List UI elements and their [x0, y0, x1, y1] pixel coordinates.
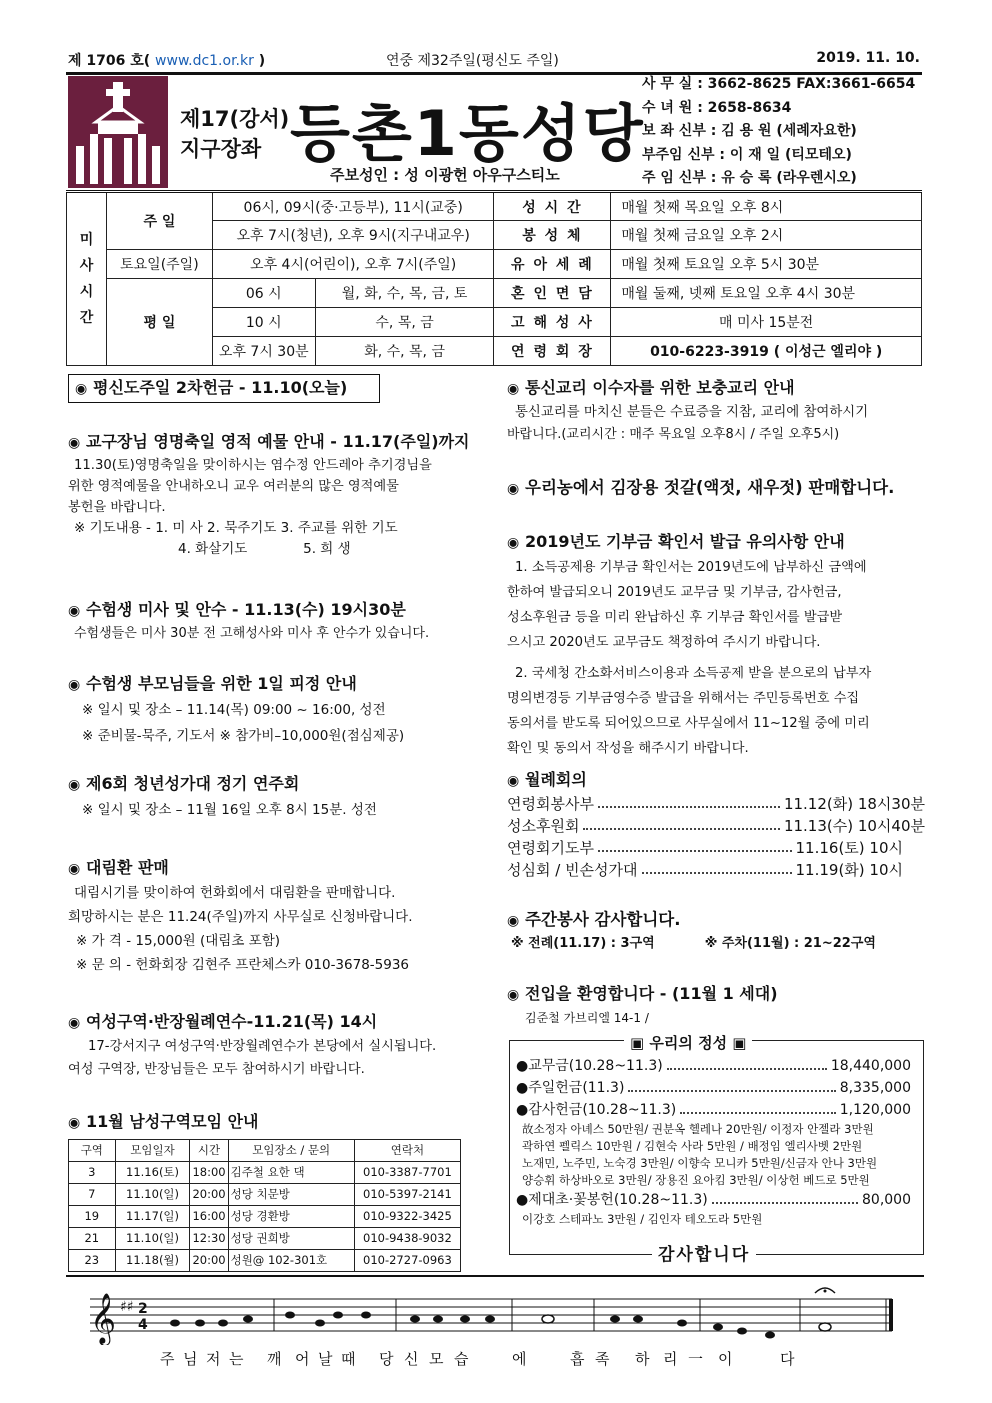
mass-schedule-table: [66, 190, 922, 366]
bullet-icon: ◉: [507, 773, 520, 789]
donor-line: 이강호 스테파노 3만원 / 김인자 테오도라 5만원: [522, 1212, 763, 1226]
nuns-phone: 수 녀 원 : 2658-8634: [642, 99, 792, 116]
table-row: [69, 1228, 461, 1250]
bullet-dot-icon: ●: [516, 1058, 529, 1074]
lyric-syllable: 저: [206, 1350, 222, 1368]
service-parking: ※ 주차(11월) : 21~22구역: [704, 936, 876, 951]
section-heading: [68, 672, 483, 697]
offering-name: 주일헌금(11.3): [528, 1080, 625, 1096]
patron-saint: 주보성인 : 성 이광헌 아우구스티노: [330, 166, 560, 184]
service-liturgy: ※ 전례(11.17) : 3구역: [511, 936, 655, 951]
section-heading: [68, 430, 483, 455]
heading-text: 월례회의: [525, 770, 587, 789]
text-line: 2. 국세청 간소화서비스이용과 소득공제 받을 분으로의 납부자: [515, 666, 872, 681]
text-line: 수험생들은 미사 30분 전 고해성사와 미사 후 안수가 있습니다.: [74, 626, 430, 641]
offering-name: 교무금(10.28~11.3): [528, 1058, 663, 1074]
lyric-syllable: 다: [780, 1350, 796, 1368]
column-header: 모임장소 / 문의: [228, 1140, 354, 1162]
heading-text: 통신교리 이수자를 위한 보충교리 안내: [525, 378, 795, 397]
table-cell: 11.10(일): [115, 1228, 190, 1250]
sunday-label: 주 일: [106, 192, 212, 250]
men-groups-table: [68, 1139, 461, 1272]
meeting-time: 11.12(화) 18시30분: [783, 795, 925, 813]
lyric-syllable: 一: [688, 1350, 705, 1368]
section-heading: [507, 376, 925, 401]
section-heading: [68, 856, 483, 881]
table-cell: 성원@ 102-301호: [228, 1250, 354, 1272]
bullet-icon: ◉: [507, 987, 520, 1003]
heading-text: 주간봉사 감사합니다.: [525, 910, 681, 929]
issue-header-line: [68, 50, 920, 72]
svg-text:2: 2: [138, 1301, 148, 1317]
lyric-syllable: 에: [512, 1350, 528, 1368]
district-line-1: 제17(강서): [180, 107, 290, 131]
service-line: [507, 933, 925, 954]
heading-text: 수험생 부모님들을 위한 1일 피정 안내: [86, 674, 357, 693]
heading-text: 우리농에서 김장용 젓갈(액젓, 새우젓) 판매합니다.: [525, 478, 895, 497]
weekday-days: 화, 수, 목, 금: [315, 337, 494, 366]
table-header-row: [69, 1140, 461, 1162]
pastor: 주 임 신부 : 유 승 록 (라우렌시오): [642, 170, 857, 186]
table-cell: 11.18(월): [115, 1250, 190, 1272]
weekday-time: 10 시: [212, 308, 315, 337]
meeting-row: [507, 837, 925, 859]
svg-text:♯♯: ♯♯: [120, 1299, 134, 1315]
weekday-time: 06 시: [212, 279, 315, 308]
heading-text: 제6회 청년성가대 정기 연주회: [86, 774, 300, 793]
text-line: ※ 문 의 - 헌화회장 김현주 프란체스카 010-3678-5936: [76, 957, 410, 973]
svg-text:𝄞: 𝄞: [90, 1293, 117, 1344]
table-cell: 23: [69, 1250, 116, 1272]
heading-text: 대림환 판매: [86, 858, 169, 877]
section-heading: [68, 598, 483, 623]
section-women-leaders: [68, 1010, 483, 1081]
offering-amount: 80,000: [862, 1192, 911, 1208]
mass-time-label: [67, 192, 107, 366]
bullet-icon: ◉: [507, 535, 520, 551]
mass-time-label-text: 미 사 시 간: [79, 232, 94, 326]
table-cell: 11.16(토): [115, 1162, 190, 1184]
heading-text: 여성구역·반장월례연수-11.21(목) 14시: [86, 1012, 378, 1031]
associate-priest: 부주임 신부 : 이 재 일 (티모테오): [642, 146, 852, 163]
text-line: 17-강서지구 여성구역·반장월례연수가 본당에서 실시됩니다.: [88, 1039, 437, 1054]
bullet-icon: ◉: [68, 861, 81, 877]
lyric-syllable: 주: [160, 1350, 176, 1368]
heading-text: 교구장님 영명축일 영적 예물 안내 - 11.17(주일)까지: [86, 432, 470, 451]
table-row: [69, 1250, 461, 1272]
table-cell: 성당 경환방: [228, 1206, 354, 1228]
table-cell: 성당 치문방: [228, 1184, 354, 1206]
bullet-icon: ◉: [507, 481, 520, 497]
table-cell: 3: [69, 1162, 116, 1184]
bullet-icon: ◉: [75, 381, 88, 397]
issue-date: 2019. 11. 10.: [816, 50, 920, 66]
district-title: [180, 104, 289, 164]
meeting-name: 연령회기도부: [507, 839, 594, 857]
weekday-days: 월, 화, 수, 목, 금, 토: [315, 279, 494, 308]
offering-amount: 18,440,000: [830, 1058, 911, 1074]
thanks-text: 감사합니다: [652, 1240, 756, 1265]
lyric-syllable: 때: [341, 1350, 357, 1368]
text-line: 위한 영적예물을 안내하오니 교우 여러분의 많은 영적예물: [68, 479, 399, 494]
table-cell: 20:00: [190, 1184, 228, 1206]
right-value: 매월 첫째 토요일 오후 5시 30분: [611, 250, 922, 279]
bullet-dot-icon: ●: [516, 1192, 529, 1208]
saturday-times: 오후 4시(어린이), 오후 7시(주일): [212, 250, 494, 279]
section-choir-concert: [68, 772, 483, 823]
column-header: 모임일자: [115, 1140, 190, 1162]
section-heading: [68, 374, 380, 403]
right-label: 봉 성 체: [494, 221, 611, 250]
table-row: [69, 1184, 461, 1206]
church-building-icon: [68, 76, 168, 188]
lyric-syllable: 어: [295, 1350, 311, 1368]
text-line: 희망하시는 분은 11.24(주일)까지 사무실로 신청바랍니다.: [68, 909, 413, 925]
offering-name: 제대초·꽃봉헌(10.28~11.3): [528, 1192, 708, 1208]
table-cell: 김주철 요한 댁: [228, 1162, 354, 1184]
lyric-syllable: 습: [454, 1350, 470, 1368]
offerings-box: [509, 1040, 924, 1255]
lyric-syllable: 날: [318, 1350, 334, 1368]
meeting-row: [507, 793, 925, 815]
lyric-syllable: 이: [718, 1350, 734, 1368]
offerings-title: ▣ 우리의 정성 ▣: [624, 1032, 752, 1053]
website-link[interactable]: www.dc1.or.kr: [155, 53, 254, 69]
right-value: 매월 둘째, 넷째 토요일 오후 4시 30분: [611, 279, 922, 308]
offering-amount: 8,335,000: [839, 1080, 911, 1096]
section-men-groups: [68, 1110, 483, 1272]
text-line: 봉헌을 바랍니다.: [68, 500, 166, 515]
table-cell: 12:30: [190, 1228, 228, 1250]
meeting-name: 성심회 / 빈손성가대: [507, 861, 638, 879]
text-line: 확인 및 동의서 작성을 해주시기 바랍니다.: [507, 741, 749, 756]
music-notation-icon: [70, 1285, 900, 1345]
section-new-families: [507, 982, 925, 1029]
right-label: 연 령 회 장: [494, 337, 611, 366]
right-label: 유 아 세 례: [494, 250, 611, 279]
text-line: 대림시기를 맞이하여 헌화회에서 대림환을 판매합니다.: [74, 885, 396, 901]
section-heading: [68, 772, 483, 797]
section-heading: [507, 982, 925, 1007]
table-cell: 11.17(일): [115, 1206, 190, 1228]
lyric-syllable: 깨: [267, 1350, 283, 1368]
donor-line: 양승휘 하상바오로 3만원/ 장용진 요아킴 3만원/ 이상헌 베드로 5만원: [522, 1173, 870, 1187]
meeting-time: 11.19(화) 10시: [795, 861, 903, 879]
section-heading: [68, 1010, 483, 1035]
heading-text: 수험생 미사 및 안수 - 11.13(수) 19시30분: [86, 600, 406, 619]
text-line: 동의서를 받도록 되어있으므로 사무실에서 11~12월 중에 미리: [507, 716, 870, 731]
text-line: ※ 일시 및 장소 – 11월 16일 오후 8시 15분. 성전: [82, 802, 377, 818]
table-cell: 11.10(일): [115, 1184, 190, 1206]
text-line: ※ 가 격 - 15,000원 (대림초 포함): [76, 933, 281, 949]
svg-text:4: 4: [138, 1317, 148, 1333]
right-value: 010-6223-3919 ( 이성근 엘리야 ): [611, 337, 922, 366]
section-heading: [507, 530, 925, 555]
table-cell: 7: [69, 1184, 116, 1206]
text-line: 바랍니다.(교리시간 : 매주 목요일 오후8시 / 주일 오후5시): [507, 427, 840, 442]
heading-text: 전입을 환영합니다 - (11월 1 세대): [525, 984, 778, 1003]
offering-row: [510, 1055, 923, 1077]
heading-text: 평신도주일 2차헌금 - 11.10(오늘): [93, 378, 348, 397]
weekday-time: 오후 7시 30분: [212, 337, 315, 366]
weekday-label: 평 일: [106, 279, 212, 366]
text-line: 으시고 2020년도 교무금도 책정하여 주시기 바랍니다.: [507, 635, 821, 650]
meeting-row: [507, 815, 925, 837]
table-cell: 19: [69, 1206, 116, 1228]
text-line: 4. 화살기도 5. 희 생: [178, 541, 351, 557]
district-line-2: 지구장좌: [180, 137, 262, 161]
meeting-name: 성소후원회: [507, 817, 580, 835]
donor-line: 곽하연 펠릭스 10만원 / 김현숙 사라 5만원 / 배정임 엘리사벳 2만원: [522, 1139, 863, 1153]
church-logo: [68, 76, 168, 188]
issue-number: 제 1706 호( www.dc1.or.kr ): [68, 53, 266, 69]
text-line: 김준철 가브리엘 14-1 /: [525, 1011, 649, 1025]
lyric-syllable: 모: [429, 1350, 445, 1368]
column-header: 시간: [190, 1140, 228, 1162]
sunday-times-2: 오후 7시(청년), 오후 9시(지구내교우): [212, 221, 494, 250]
song-lyrics: [160, 1348, 796, 1369]
lyric-syllable: 는: [229, 1350, 245, 1368]
section-advent-wreath: [68, 856, 483, 977]
section-parent-retreat: [68, 672, 483, 749]
table-cell: 21: [69, 1228, 116, 1250]
table-cell: 18:00: [190, 1162, 228, 1184]
offering-row: [510, 1099, 923, 1121]
table-cell: 010-9438-9032: [354, 1228, 460, 1250]
bullet-icon: ◉: [507, 913, 520, 929]
lyric-syllable: 족: [595, 1350, 611, 1368]
text-line: ※ 기도내용 - 1. 미 사 2. 묵주기도 3. 주교를 위한 기도: [74, 520, 398, 536]
offering-amount: 1,120,000: [839, 1102, 911, 1118]
section-correspondence-catechism: [507, 376, 925, 445]
table-cell: 20:00: [190, 1250, 228, 1272]
liturgical-sunday: 연중 제32주일(평신도 주일): [386, 53, 559, 69]
sunday-times-1: 06시, 09시(중·고등부), 11시(교중): [212, 192, 494, 221]
meeting-time: 11.16(토) 10시: [795, 839, 903, 857]
lyric-syllable: 신: [404, 1350, 420, 1368]
table-cell: 010-3387-7701: [354, 1162, 460, 1184]
donor-line: 노재민, 노주민, 노숙경 3만원/ 이향숙 모니카 5만원/신금자 안나 3만원: [522, 1156, 878, 1170]
right-label: 고 해 성 사: [494, 308, 611, 337]
office-phone: 사 무 실 : 3662-8625 FAX:3661-6654: [642, 76, 916, 92]
lyric-syllable: 님: [183, 1350, 199, 1368]
offering-row: [510, 1077, 923, 1099]
heading-text: 11월 남성구역모임 안내: [86, 1112, 259, 1131]
right-label: 혼 인 면 담: [494, 279, 611, 308]
lyric-syllable: 흡: [570, 1350, 586, 1368]
donor-line: 故소정자 아녜스 50만원/ 권분옥 헬레나 20만원/ 이정자 안젤라 3만원: [522, 1122, 874, 1136]
lyric-syllable: 당: [379, 1350, 395, 1368]
church-name: 등촌1동성당: [290, 97, 645, 170]
bullet-icon: ◉: [68, 1115, 81, 1131]
section-weekly-service: [507, 908, 925, 954]
text-line: 11.30(토)영명축일을 맞이하시는 염수정 안드레아 추기경님을: [74, 458, 432, 473]
table-cell: 010-9322-3425: [354, 1206, 460, 1228]
right-value: 매 미사 15분전: [611, 308, 922, 337]
saturday-label: 토요일(주일): [106, 250, 212, 279]
meeting-time: 11.13(수) 10시40분: [783, 817, 925, 835]
section-heading: [507, 908, 925, 933]
section-heading: [68, 1110, 483, 1135]
contact-info: [642, 73, 915, 191]
lyric-syllable: 하: [635, 1350, 651, 1368]
table-cell: 010-2727-0963: [354, 1250, 460, 1272]
table-cell: 성당 권희방: [228, 1228, 354, 1250]
section-bishop-feast: [68, 430, 483, 560]
bullet-icon: ◉: [507, 381, 520, 397]
text-line: ※ 일시 및 장소 – 11.14(목) 09:00 ~ 16:00, 성전: [82, 702, 386, 718]
weekday-days: 수, 목, 금: [315, 308, 494, 337]
text-line: 1. 소득공제용 기부금 확인서는 2019년도에 납부하신 금액에: [515, 560, 867, 575]
bullet-icon: ◉: [68, 677, 81, 693]
music-staff: [70, 1285, 900, 1345]
text-line: ※ 준비물-묵주, 기도서 ※ 참가비–10,000원(점심제공): [82, 728, 405, 744]
table-cell: 010-5397-2141: [354, 1184, 460, 1206]
right-label: 성 시 간: [494, 192, 611, 221]
bullet-icon: ◉: [68, 1015, 81, 1031]
section-heading: [507, 768, 925, 793]
right-value: 매월 첫째 목요일 오후 8시: [611, 192, 922, 221]
bullet-icon: ◉: [68, 603, 81, 619]
right-value: 매월 첫째 금요일 오후 2시: [611, 221, 922, 250]
bullet-dot-icon: ●: [516, 1080, 529, 1096]
text-line: 명의변경등 기부금영수증 발급을 위해서는 주민등록번호 수집: [507, 691, 860, 706]
offering-name: 감사헌금(10.28~11.3): [528, 1102, 677, 1118]
column-header: 연락처: [354, 1140, 460, 1162]
lyric-syllable: 리: [663, 1350, 679, 1368]
section-kimchi-salt: [507, 476, 925, 501]
bullet-dot-icon: ●: [516, 1102, 529, 1118]
text-line: 성소후원금 등을 미리 완납하신 후 기부금 확인서를 발급받: [507, 610, 843, 625]
text-line: 통신교리를 마치신 분들은 수료증을 지참, 교리에 참여하시기: [515, 405, 869, 420]
bottom-rule: [66, 1275, 924, 1277]
column-header: 구역: [69, 1140, 116, 1162]
section-donation-receipt: [507, 530, 925, 761]
bullet-icon: ◉: [68, 777, 81, 793]
table-cell: 16:00: [190, 1206, 228, 1228]
section-exam-mass: [68, 598, 483, 644]
meeting-name: 연령회봉사부: [507, 795, 594, 813]
text-line: 여성 구역장, 반장님들은 모두 참여하시기 바랍니다.: [68, 1062, 365, 1077]
table-row: [69, 1206, 461, 1228]
table-row: [69, 1162, 461, 1184]
section-laity-collection: [68, 374, 380, 403]
section-heading: [507, 476, 925, 501]
assistant-priest: 보 좌 신부 : 김 용 원 (세례자요한): [642, 123, 857, 139]
bullet-icon: ◉: [68, 435, 81, 451]
offering-row: [510, 1189, 923, 1211]
meeting-row: [507, 859, 925, 881]
section-monthly-meetings: [507, 768, 925, 881]
heading-text: 2019년도 기부금 확인서 발급 유의사항 안내: [525, 532, 845, 551]
text-line: 한하여 발급되오니 2019년도 교무금 및 기부금, 감사헌금,: [507, 585, 842, 600]
